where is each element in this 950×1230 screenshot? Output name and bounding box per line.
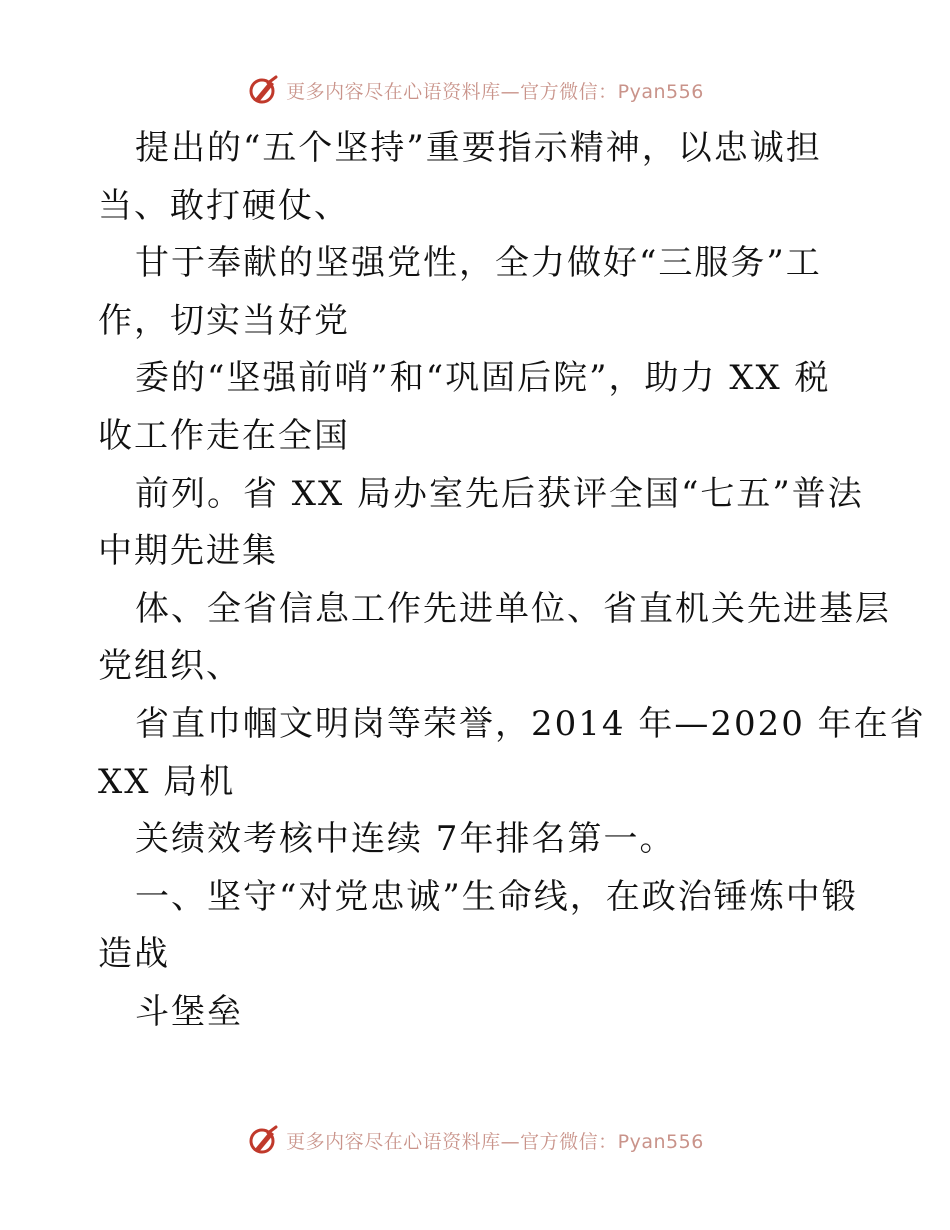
text-line: 党组织、: [98, 646, 242, 687]
section-heading-line: 造战: [98, 934, 170, 975]
text-line: 收工作走在全国: [98, 415, 350, 456]
document-body: [98, 120, 926, 1042]
header-banner-text: 更多内容尽在心语资料库—官方微信：Pyan556: [286, 80, 704, 103]
footer-banner-text: 更多内容尽在心语资料库—官方微信：Pyan556: [286, 1130, 704, 1153]
text-line: 当、敢打硬仗、: [98, 185, 350, 226]
section-heading-line: 一、坚守“对党忠诚”生命线，在政治锤炼中锻: [135, 876, 858, 917]
header-banner: [0, 70, 950, 110]
footer-banner: [0, 1120, 950, 1160]
pen-circle-logo-icon: [246, 1123, 280, 1157]
text-line: XX 局机: [98, 761, 236, 802]
text-line: 提出的“五个坚持”重要指示精神，以忠诚担: [135, 128, 822, 168]
text-line: 委的“坚强前哨”和“巩固后院”，助力 XX 税: [135, 358, 831, 399]
text-line: 体、全省信息工作先进单位、省直机关先进基层: [135, 588, 891, 629]
text-line: 省直巾帼文明岗等荣誉，2014 年—2020 年在省: [135, 703, 926, 744]
text-line: 甘于奉献的坚强党性，全力做好“三服务”工: [135, 243, 822, 284]
text-line: 中期先进集: [98, 531, 278, 572]
text-line: 前列。省 XX 局办室先后获评全国“七五”普法: [135, 473, 864, 514]
text-line: 作，切实当好党: [98, 300, 350, 341]
text-line: 关绩效考核中连续 7年排名第一。: [135, 819, 676, 860]
pen-circle-logo-icon: [246, 73, 280, 107]
section-heading-line: 斗堡垒: [135, 991, 243, 1032]
